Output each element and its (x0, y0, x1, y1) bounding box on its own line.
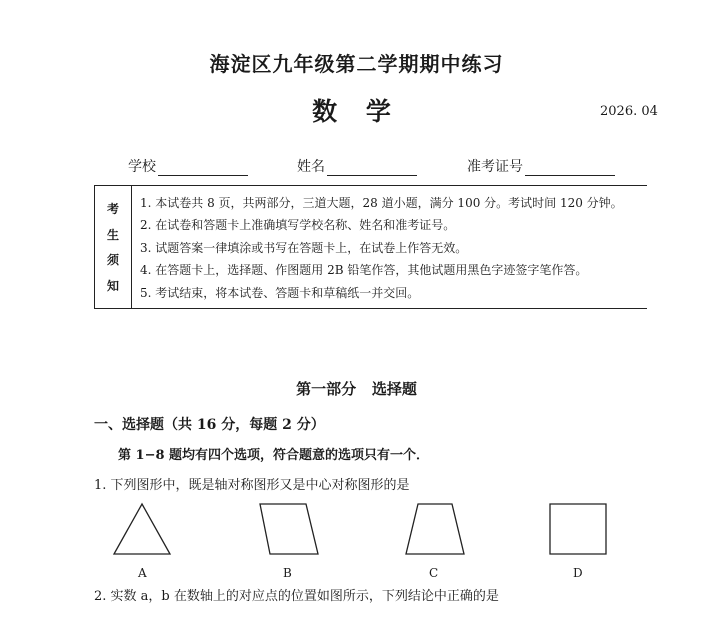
question-2-text: 2. 实数 a，b 在数轴上的对应点的位置如图所示，下列结论中正确的是 (94, 589, 499, 604)
exam-date: 2026. 04 (600, 104, 658, 119)
parallelogram-figure (256, 500, 322, 558)
notice-item: 2. 在试卷和答题卡上准确填写学校名称、姓名和准考证号。 (140, 218, 456, 232)
notice-heading (95, 186, 132, 308)
school-blank (158, 161, 248, 176)
option-label-b: B (283, 566, 292, 580)
notice-heading-char: 须 (106, 253, 119, 268)
notice-list (132, 186, 647, 308)
exam-title: 海淀区九年级第二学期期中练习 (209, 52, 504, 76)
notice-heading-char: 考 (106, 202, 119, 217)
school-field (128, 156, 248, 176)
trapezoid-figure (402, 500, 468, 558)
section-heading: 一、选择题（共 16 分，每题 2 分） (94, 417, 325, 433)
notice-heading-char: 知 (106, 278, 119, 293)
exam-id-field (467, 156, 615, 176)
exam-id-label: 准考证号 (467, 159, 523, 175)
triangle-figure (110, 500, 174, 558)
notice-item: 3. 试题答案一律填涂或书写在答题卡上，在试卷上作答无效。 (140, 240, 468, 255)
part-title: 第一部分 选择题 (296, 380, 417, 398)
exam-id-blank (525, 161, 615, 176)
section-instruction: 第 1−8 题均有四个选项，符合题意的选项只有一个． (118, 448, 430, 463)
name-blank (327, 161, 417, 176)
notice-item: 5. 考试结束，将本试卷、答题卡和草稿纸一并交回。 (140, 285, 420, 300)
name-field (297, 156, 417, 176)
square-figure (546, 500, 610, 558)
notice-item: 1. 本试卷共 8 页，共两部分，三道大题，28 道小题，满分 100 分。考试时间 120 分钟。 (140, 195, 623, 210)
notice-box (94, 185, 647, 309)
subject-title: 数 学 (312, 97, 401, 126)
option-label-d: D (573, 566, 583, 580)
notice-heading-char: 生 (106, 227, 119, 242)
school-label: 学校 (128, 159, 156, 175)
question-1-text: 1. 下列图形中，既是轴对称图形又是中心对称图形的是 (94, 478, 410, 493)
name-label: 姓名 (297, 159, 325, 175)
notice-item: 4. 在答题卡上，选择题、作图题用 2B 铅笔作答，其他试题用黑色字迹签字笔作答。 (140, 263, 588, 277)
option-label-a: A (138, 566, 147, 580)
option-label-c: C (429, 566, 439, 580)
